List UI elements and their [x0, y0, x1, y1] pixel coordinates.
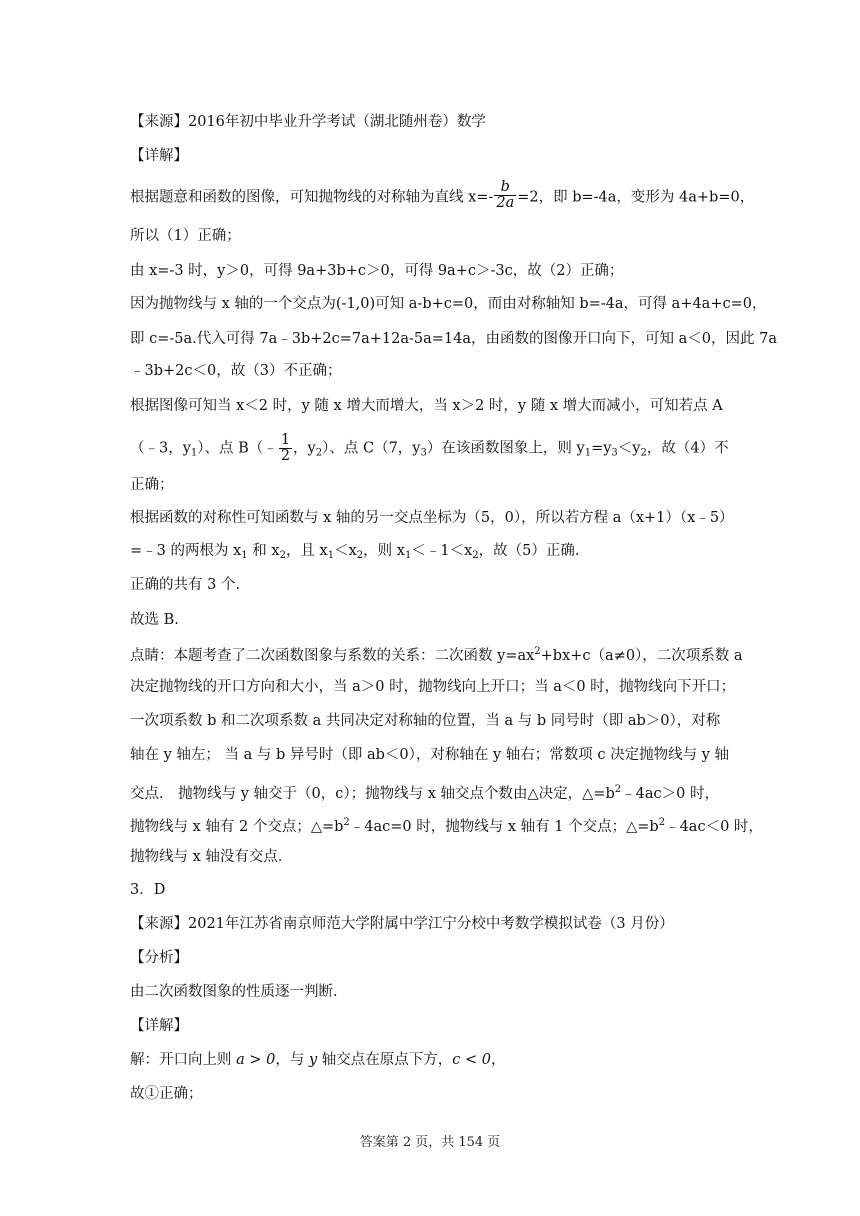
text-line: 因为抛物线与 x 轴的一个交点为(-1,0)可知 a-b+c=0，而由对称轴知 b=-4a，可得 a+4a+c=0，: [130, 296, 767, 312]
section-heading-detail: 【详解】: [130, 1018, 188, 1034]
text-line: 点睛：本题考查了二次函数图象与系数的关系：二次函数 $y=ax^2+bx+c(a\ne 0)$，二次项系数 a: [130, 646, 743, 664]
text-line: =﹣3 的两根为 $x_1$ 和 $x_2$，且 $x_1<x_2$，则 $x_1<﹣1<x_2$，故（5）正确.: [130, 543, 580, 561]
fraction-one-half: $\frac{1}{2}$: [280, 432, 291, 464]
text-line: 正确；: [130, 477, 174, 493]
text-line: 根据图像可知当 x＜2 时，y 随 x 增大而增大，当 x＞2 时，y 随 x 增大而减小，可知若点 A: [130, 398, 723, 414]
page-footer: 答案第 2 页，共 154 页: [359, 1135, 501, 1150]
fraction-b-over-2a: $\frac{b}{2a}$: [496, 179, 515, 211]
text-line: 根据题意和函数的图像，可知抛物线的对称轴为直线 x=- $\frac{b}{2a}$ =2，即 b=-4a，变形为 4a+b=0，: [130, 179, 755, 211]
text-line: 决定抛物线的开口方向和大小，当 a＞0 时，抛物线向上开口；当 a＜0 时，抛物线向下开口；: [130, 679, 736, 695]
source-line: 【来源】2021年江苏省南京师范大学附属中学江宁分校中考数学模拟试卷（3 月份）: [130, 916, 674, 932]
text-line: 交点． 抛物线与 y 轴交于（0，c）；抛物线与 x 轴交点个数由△决定，$\triangle=b^2﹣4ac>0$ 时，: [130, 784, 719, 802]
text-line: 故①正确；: [130, 1086, 203, 1102]
text-line: ﹣3b+2c＜0，故（3）不正确；: [130, 363, 342, 379]
question-number: 3．D: [130, 882, 166, 898]
text-line: 即 c=-5a.代入可得 7a﹣3b+2c=7a+12a-5a=14a，由函数的图像开口向下，可知 a＜0，因此 7a: [130, 331, 777, 347]
text-line: 正确的共有 3 个.: [130, 577, 241, 593]
text-line: 解：开口向上则 a > 0，与 y 轴交点在原点下方，c < 0，: [130, 1052, 506, 1068]
text-line: 所以（1）正确；: [130, 228, 241, 244]
text-line: 一次项系数 b 和二次项系数 a 共同决定对称轴的位置，当 a 与 b 同号时（即 ab＞0），对称: [130, 713, 721, 729]
text-line: 抛物线与 x 轴没有交点．: [130, 849, 293, 865]
section-heading-detail: 【详解】: [130, 148, 188, 164]
text-line: 由二次函数图象的性质逐一判断.: [130, 984, 338, 1000]
text-line: 根据函数的对称性可知函数与 x 轴的另一交点坐标为（5，0），所以若方程 a（x+1）（x﹣5）: [130, 510, 734, 526]
source-line: 【来源】2016年初中毕业升学考试（湖北随州卷）数学: [130, 114, 486, 130]
text-line: 轴在 y 轴左； 当 a 与 b 异号时（即 ab＜0），对称轴在 y 轴右；常数项 c 决定抛物线与 y 轴: [130, 747, 730, 763]
section-heading-analysis: 【分析】: [130, 950, 188, 966]
text-line: （﹣3，$y_1$）、点 B（﹣ $\frac{1}{2}$ ，$y_2$）、点 C（7，$y_3$）在该函数图象上，则 $y_1=y_3<y_2$，故（4）不: [130, 432, 729, 464]
text-line: 由 x=-3 时，y＞0，可得 9a+3b+c＞0，可得 9a+c＞-3c，故（2）正确；: [130, 263, 624, 279]
text-line: 故选 B.: [130, 612, 179, 628]
text-line: 抛物线与 x 轴有 2 个交点；$\triangle=b^2﹣4ac=0$ 时，抛物线与 x 轴有 1 个交点；$\triangle=b^2﹣4ac<0$ 时，: [130, 817, 763, 835]
